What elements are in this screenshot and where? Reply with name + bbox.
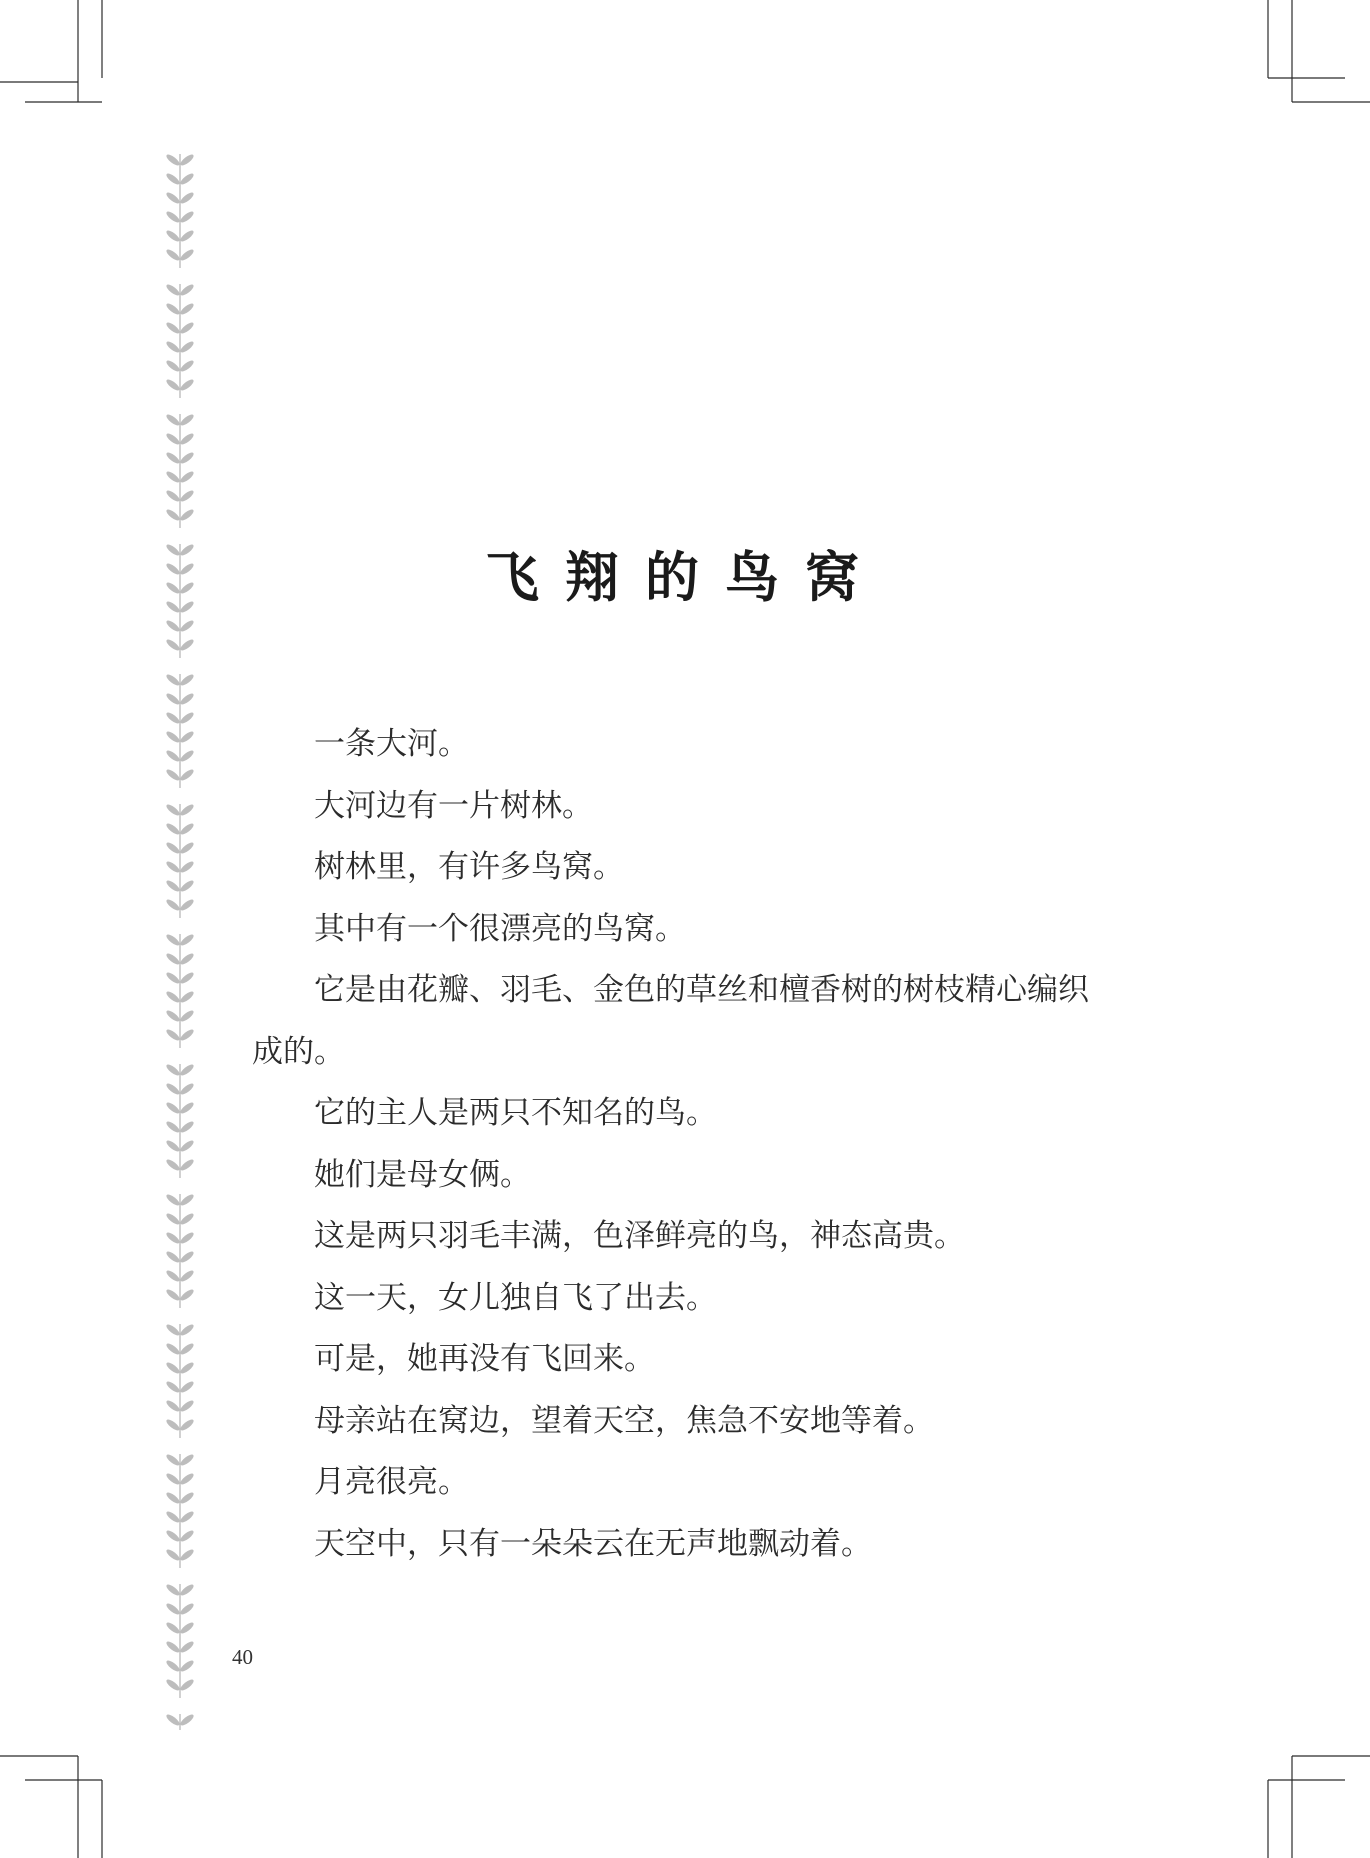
- leaf-sprig: [165, 153, 195, 268]
- paragraph: 这一天，女儿独自飞了出去。: [314, 1279, 717, 1316]
- leaf-sprig: [165, 1453, 195, 1568]
- leaf-sprig: [165, 1323, 195, 1438]
- paragraph: 天空中，只有一朵朵云在无声地飘动着。: [314, 1525, 872, 1562]
- body-text: [252, 714, 1112, 1575]
- page-number: 40: [232, 1645, 253, 1669]
- paragraph: 月亮很亮。: [314, 1464, 469, 1500]
- paragraph: 大河边有一片树林。: [314, 787, 593, 824]
- leaf-sprig: [165, 283, 195, 398]
- paragraph: 它的主人是两只不知名的鸟。: [314, 1095, 717, 1131]
- paragraph: 她们是母女俩。: [314, 1156, 531, 1193]
- paragraph: 它是由花瓣、羽毛、金色的草丝和檀香树的树枝精心编织成的。: [252, 972, 1089, 1070]
- paragraph: 一条大河。: [314, 726, 469, 762]
- paragraph: 母亲站在窝边，望着天空，焦急不安地等着。: [314, 1402, 934, 1439]
- leaf-sprig: [165, 1713, 195, 1730]
- leaf-sprig: [165, 1193, 195, 1308]
- paragraph: 树林里，有许多鸟窝。: [314, 849, 624, 885]
- leaf-sprig: [165, 673, 195, 788]
- leaf-sprig: [165, 1063, 195, 1178]
- paragraph: 其中有一个很漂亮的鸟窝。: [314, 910, 686, 947]
- leaf-vine-ornament: [160, 150, 200, 1730]
- leaf-sprig: [165, 803, 195, 918]
- page-title: 飞翔的鸟窝: [485, 545, 885, 609]
- leaf-sprig: [165, 413, 195, 528]
- paragraph: 这是两只羽毛丰满，色泽鲜亮的鸟，神态高贵。: [314, 1218, 965, 1254]
- paragraph: 可是，她再没有飞回来。: [314, 1341, 655, 1377]
- leaf-sprig: [165, 1583, 195, 1698]
- leaf-sprig: [165, 933, 195, 1048]
